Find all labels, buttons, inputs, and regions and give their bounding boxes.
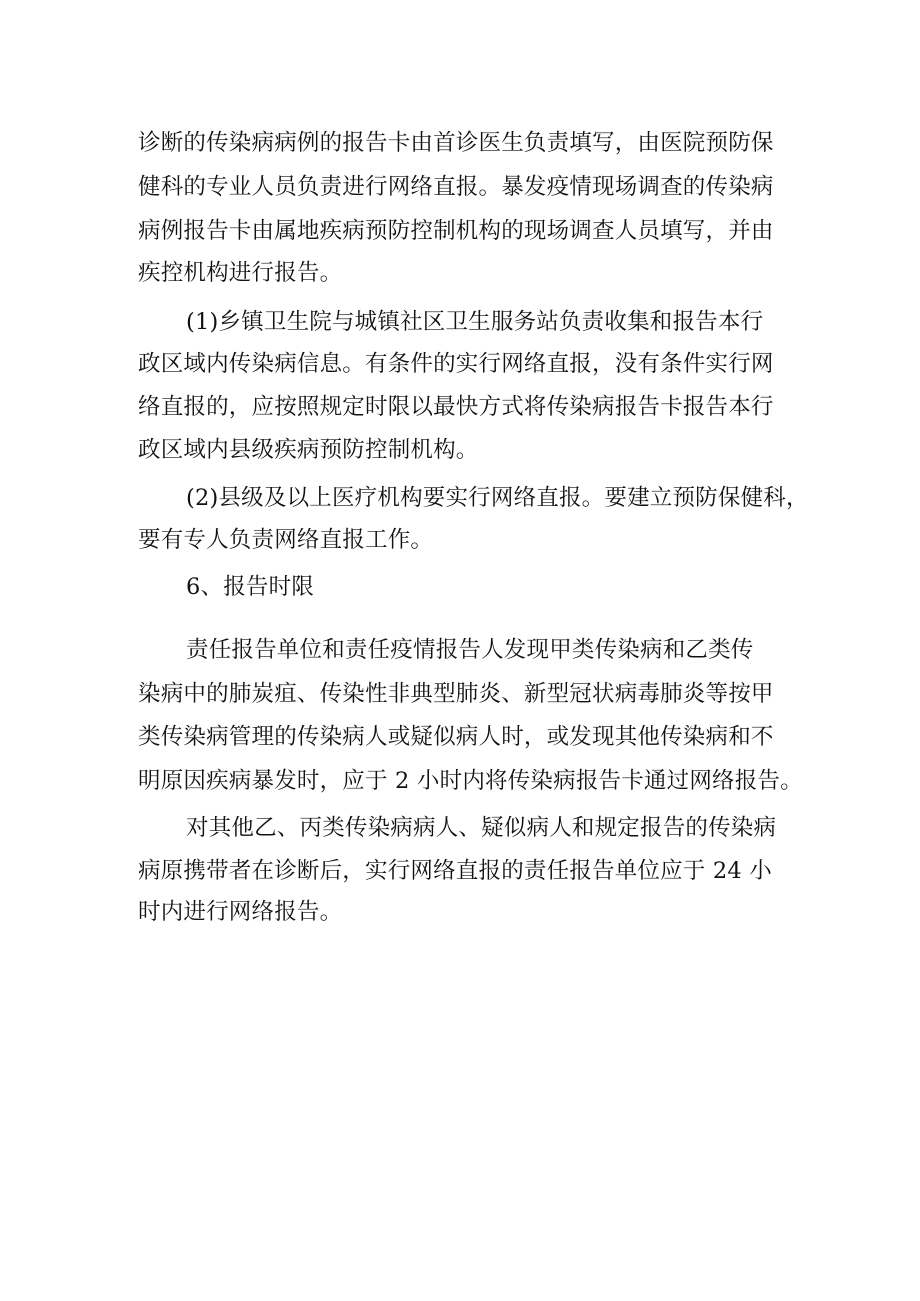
- text-line: 络直报的，应按照规定时限以最快方式将传染病报告卡报告本行: [138, 394, 774, 420]
- text-line: 政区域内传染病信息。有条件的实行网络直报，没有条件实行网: [138, 351, 774, 377]
- text-line: 对其他乙、丙类传染病病人、疑似病人和规定报告的传染病: [186, 815, 777, 841]
- text-line: 病例报告卡由属地疾病预防控制机构的现场调查人员填写，并由: [138, 218, 774, 244]
- text-line: 健科的专业人员负责进行网络直报。暴发疫情现场调查的传染病: [138, 174, 774, 200]
- section-heading: 6、报告时限: [186, 574, 315, 600]
- text-line: 病原携带者在诊断后，实行网络直报的责任报告单位应于 24 小: [138, 858, 772, 884]
- text-line: 责任报告单位和责任疫情报告人发现甲类传染病和乙类传: [186, 637, 754, 663]
- text-line: 政区域内县级疾病预防控制机构。: [138, 437, 479, 463]
- text-line: 要有专人负责网络直报工作。: [138, 527, 434, 553]
- text-line: 染病中的肺炭疽、传染性非典型肺炎、新型冠状病毒肺炎等按甲: [138, 681, 774, 707]
- text-line: (2)县级及以上医疗机构要实行网络直报。要建立预防保健科，: [186, 485, 809, 511]
- text-line: 明原因疾病暴发时，应于 2 小时内将传染病报告卡通过网络报告。: [138, 768, 803, 794]
- text-line: 类传染病管理的传染病人或疑似病人时，或发现其他传染病和不: [138, 724, 774, 750]
- text-line: 疾控机构进行报告。: [138, 260, 343, 286]
- text-line: 诊断的传染病病例的报告卡由首诊医生负责填写，由医院预防保: [138, 130, 774, 156]
- text-line: 时内进行网络报告。: [138, 899, 343, 925]
- text-line: (1)乡镇卫生院与城镇社区卫生服务站负责收集和报告本行: [186, 309, 764, 335]
